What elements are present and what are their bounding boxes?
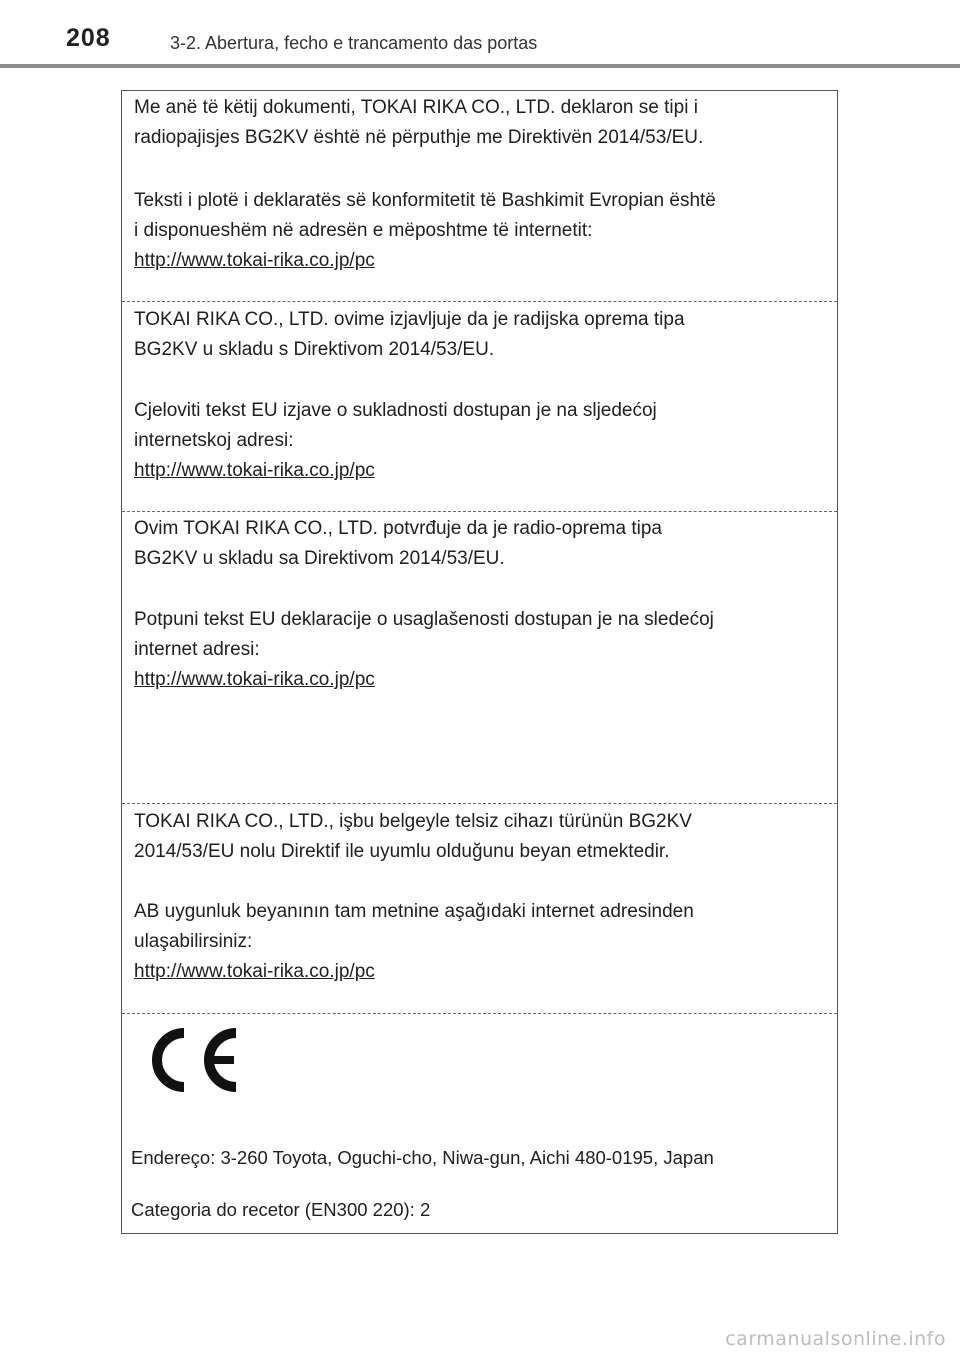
receiver-category: Categoria do recetor (EN300 220): 2 xyxy=(131,1199,431,1220)
text-line: radiopajisjes BG2KV është në përputhje me Direktivën 2014/53/EU. xyxy=(134,127,704,148)
declaration-link[interactable]: http://www.tokai-rika.co.jp/pc xyxy=(134,669,375,690)
declaration-paragraph xyxy=(134,93,703,153)
availability-paragraph xyxy=(134,396,657,486)
watermark: carmanualsonline.info xyxy=(725,1328,946,1350)
availability-paragraph xyxy=(134,897,694,987)
declaration-link[interactable]: http://www.tokai-rika.co.jp/pc xyxy=(134,250,375,271)
declaration-link[interactable]: http://www.tokai-rika.co.jp/pc xyxy=(134,460,375,481)
text-line: Teksti i plotë i deklaratës së konformitetit të Bashkimit Evropian është xyxy=(134,190,716,211)
panel-divider xyxy=(122,803,837,804)
declaration-panel-albanian xyxy=(122,91,837,301)
page-number: 208 xyxy=(66,24,111,52)
declaration-paragraph xyxy=(134,807,692,867)
panel-divider xyxy=(122,301,837,302)
declaration-panel-serbian xyxy=(122,513,837,803)
declaration-paragraph xyxy=(134,514,662,574)
text-line: Potpuni tekst EU deklaracije o usaglašenosti dostupan je na sledećoj xyxy=(134,609,714,630)
text-line: internet adresi: xyxy=(134,639,260,660)
ce-mark-icon xyxy=(144,1027,240,1098)
text-line: internetskoj adresi: xyxy=(134,430,294,451)
availability-paragraph xyxy=(134,605,714,695)
text-line: Ovim TOKAI RIKA CO., LTD. potvrđuje da je radio-oprema tipa xyxy=(134,518,662,539)
text-line: i disponueshëm në adresën e mëposhtme të internetit: xyxy=(134,220,593,241)
panel-divider xyxy=(122,511,837,512)
availability-paragraph xyxy=(134,186,716,276)
declaration-panel-turkish xyxy=(122,805,837,1013)
text-line: TOKAI RIKA CO., LTD., işbu belgeyle telsiz cihazı türünün BG2KV xyxy=(134,811,692,832)
declaration-panel-croatian xyxy=(122,303,837,511)
text-line: Cjeloviti tekst EU izjave o sukladnosti dostupan je na sljedećoj xyxy=(134,400,657,421)
text-line: TOKAI RIKA CO., LTD. ovime izjavljuje da je radijska oprema tipa xyxy=(134,309,685,330)
text-line: ulaşabilirsiniz: xyxy=(134,931,253,952)
page-header xyxy=(0,0,960,70)
declaration-paragraph xyxy=(134,305,685,365)
header-rule xyxy=(0,64,960,68)
declaration-box xyxy=(121,90,838,1234)
manufacturer-address: Endereço: 3-260 Toyota, Oguchi-cho, Niwa-gun, Aichi 480-0195, Japan xyxy=(131,1147,714,1168)
text-line: BG2KV u skladu sa Direktivom 2014/53/EU. xyxy=(134,548,505,569)
text-line: 2014/53/EU nolu Direktif ile uyumlu olduğunu beyan etmektedir. xyxy=(134,841,670,862)
text-line: Me anë të këtij dokumenti, TOKAI RIKA CO., LTD. deklaron se tipi i xyxy=(134,97,698,118)
panel-divider xyxy=(122,1013,837,1014)
text-line: BG2KV u skladu s Direktivom 2014/53/EU. xyxy=(134,339,495,360)
section-title: 3-2. Abertura, fecho e trancamento das portas xyxy=(170,33,538,53)
text-line: AB uygunluk beyanının tam metnine aşağıdaki internet adresinden xyxy=(134,901,694,922)
declaration-link[interactable]: http://www.tokai-rika.co.jp/pc xyxy=(134,961,375,982)
